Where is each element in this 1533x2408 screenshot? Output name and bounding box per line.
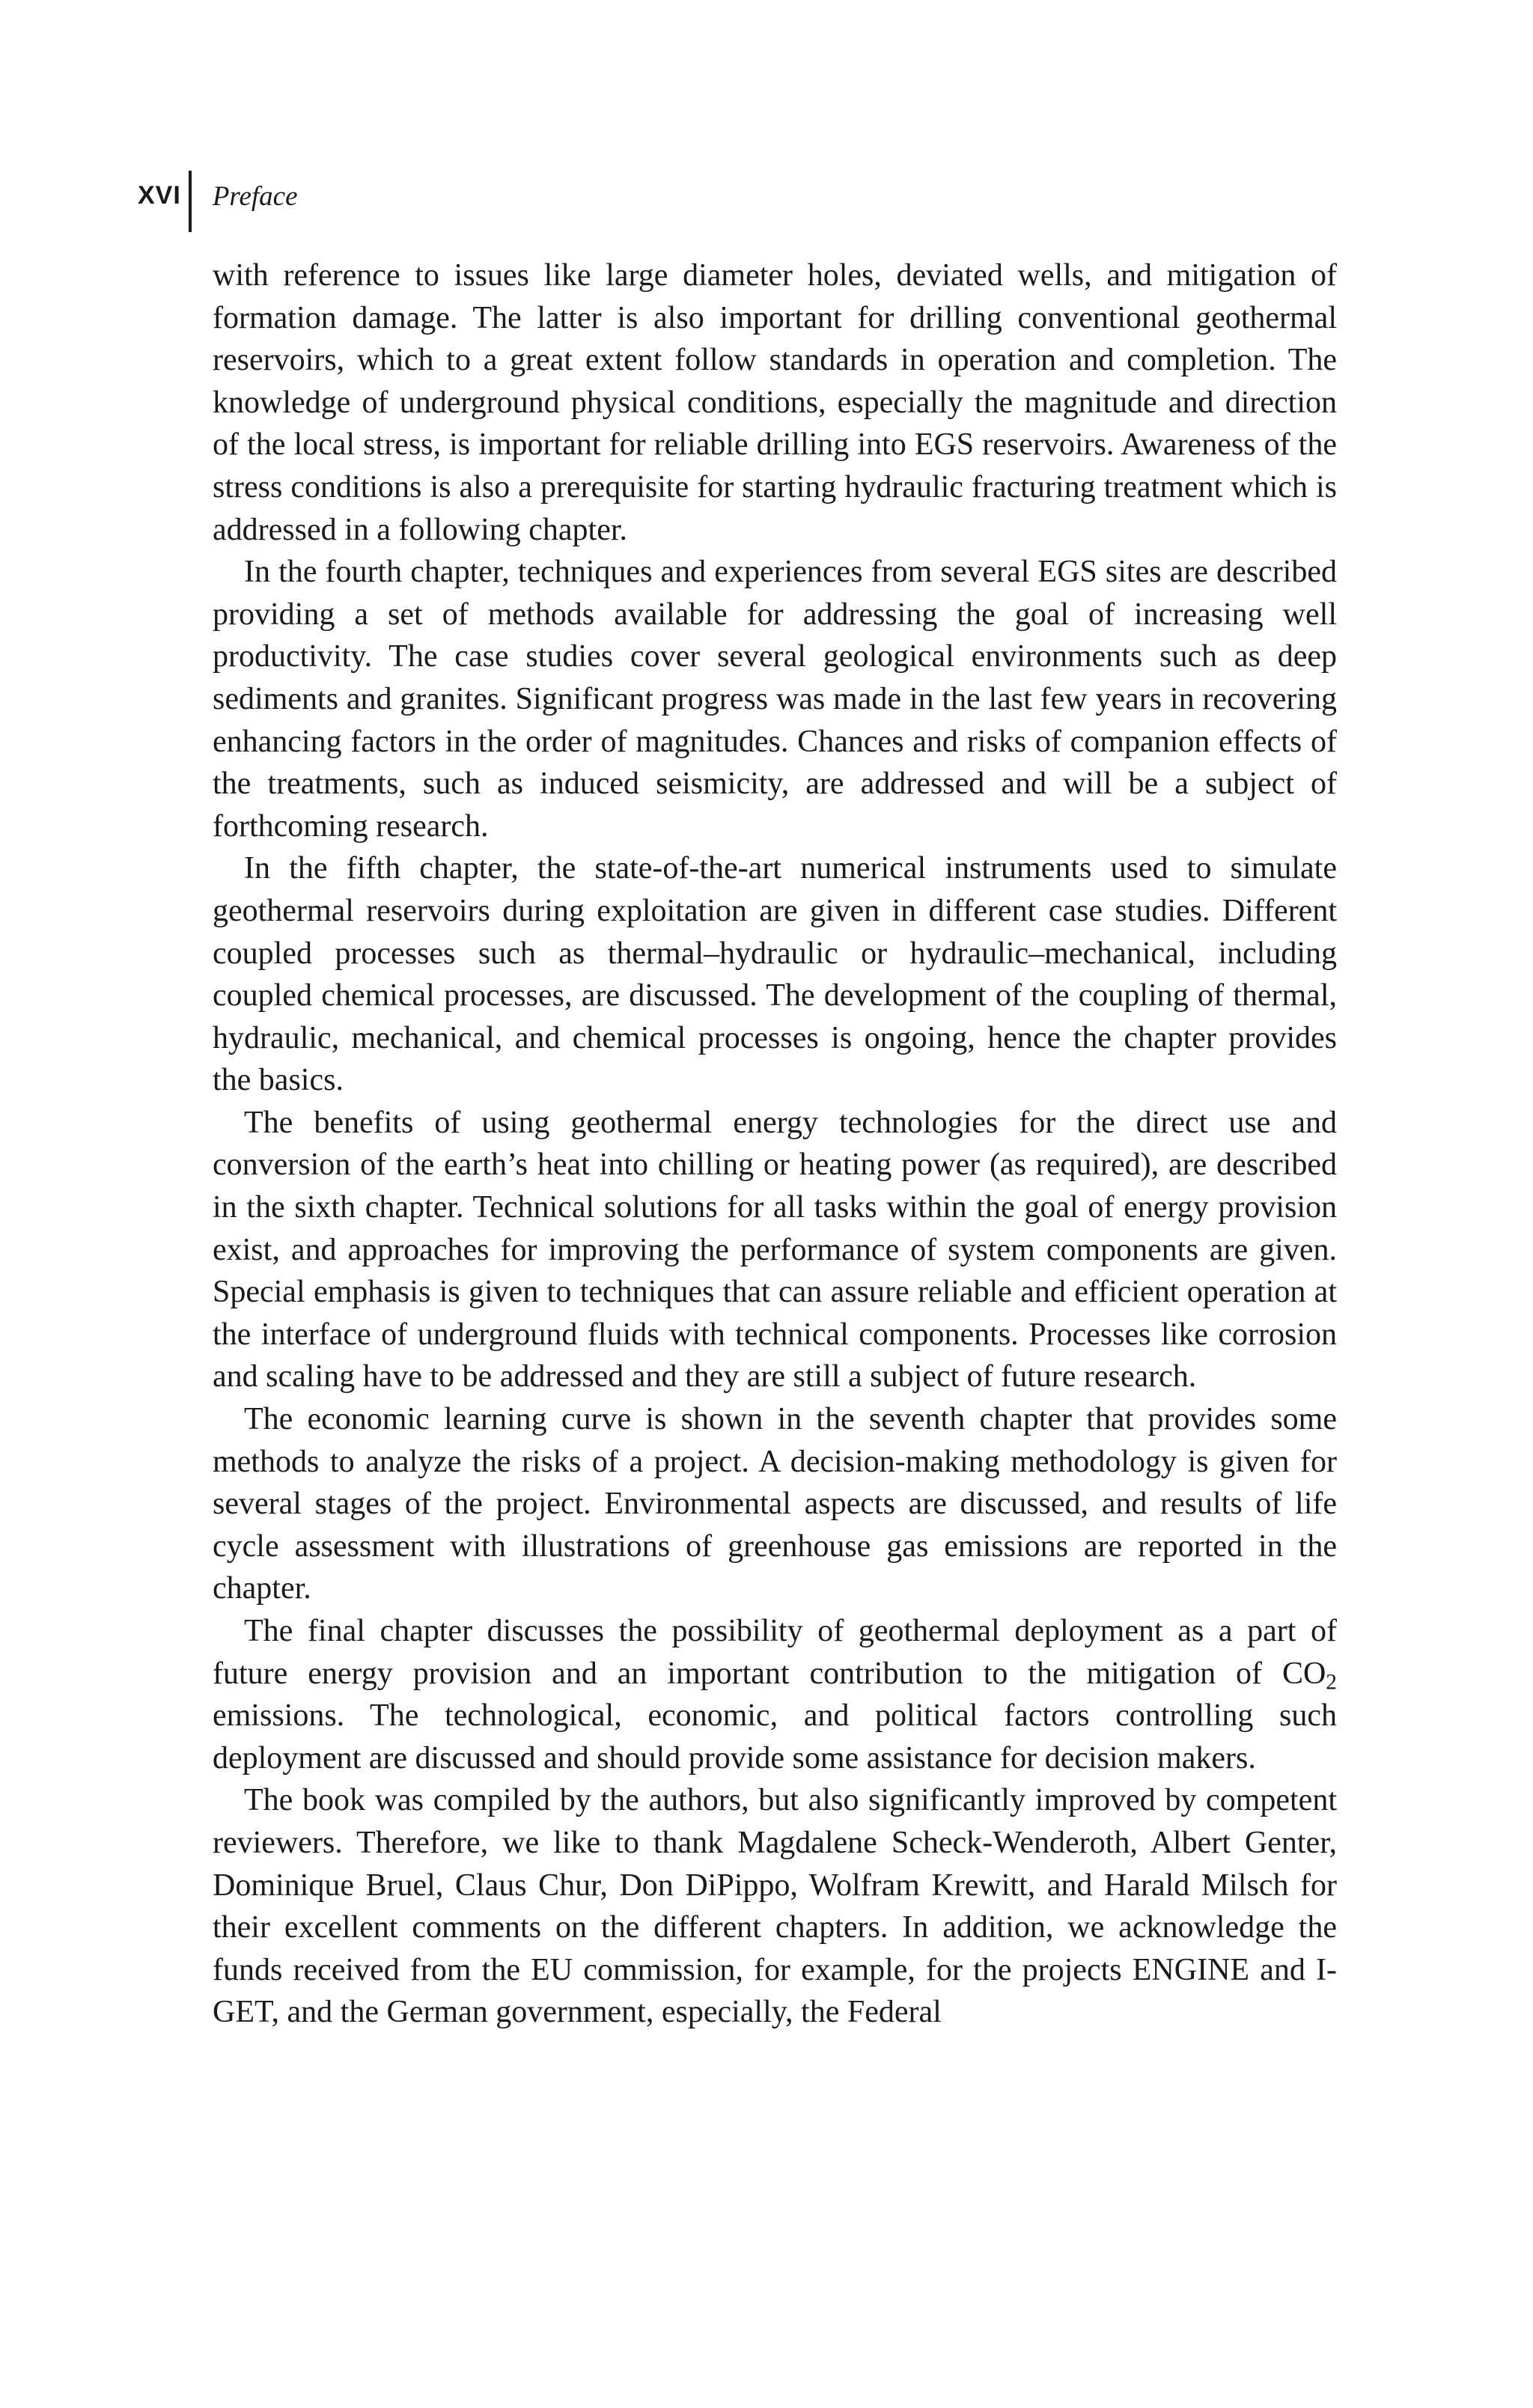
section-title: Preface bbox=[212, 181, 298, 212]
paragraph-6-part-1: The final chapter discusses the possibility of geothermal deployment as a part of future energy provision and an important contribution to the mitigation of CO bbox=[213, 1614, 1337, 1691]
paragraph-6-part-2: emissions. The technological, economic, and political factors controlling such deployment are discussed and should provide some assistance for decision makers. bbox=[213, 1698, 1337, 1775]
paragraph-1: with reference to issues like large diameter holes, deviated wells, and mitigation of formation damage. The latter is also important for drilling conventional geothermal reservoirs, which to a great extent follow standards in operation and completion. The knowledge of underground physical conditions, especially the magnitude and direction of the local stress, is important for reliable drilling into EGS reservoirs. Awareness of the stress conditions is also a prerequisite for starting hydraulic fracturing treatment which is addressed in a following chapter. bbox=[213, 258, 1337, 547]
body-text bbox=[213, 254, 1337, 2034]
paragraph-4: The benefits of using geothermal energy technologies for the direct use and conversion of the earth’s heat into chilling or heating power (as required), are described in the sixth chapter. Technical solutions for all tasks within the goal of energy provision exist, and approaches for improving the performance of system components are given. Special emphasis is given to techniques that can assure reliable and efficient operation at the interface of underground fluids with technical components. Processes like corrosion and scaling have to be addressed and they are still a subject of future research. bbox=[213, 1105, 1337, 1394]
page-number: XVI bbox=[138, 181, 181, 210]
header-divider bbox=[189, 171, 192, 232]
paragraph-3: In the fifth chapter, the state-of-the-art numerical instruments used to simulate geothermal reservoirs during exploitation are given in different case studies. Different coupled processes such as thermal–hydraulic or hydraulic–mechanical, including coupled chemical processes, are discussed. The development of the coupling of thermal, hydraulic, mechanical, and chemical processes is ongoing, hence the chapter provides the basics. bbox=[213, 851, 1337, 1098]
paragraph-5: The economic learning curve is shown in the seventh chapter that provides some methods to analyze the risks of a project. A decision-making methodology is given for several stages of the project. Environmental aspects are discussed, and results of life cycle assessment with illustrations of greenhouse gas emissions are reported in the chapter. bbox=[213, 1402, 1337, 1606]
paragraph-6 bbox=[213, 1610, 1337, 1779]
running-head bbox=[138, 171, 298, 232]
paragraph-2: In the fourth chapter, techniques and experiences from several EGS sites are described providing a set of methods available for addressing the goal of increasing well productivity. The case studies cover several geological environments such as deep sediments and granites. Significant progress was made in the last few years in recovering enhancing factors in the order of magnitudes. Chances and risks of companion effects of the treatments, such as induced seismicity, are addressed and will be a subject of forthcoming research. bbox=[213, 555, 1337, 844]
paragraph-7: The book was compiled by the authors, but also significantly improved by competent reviewers. Therefore, we like to thank Magdalene Scheck-Wenderoth, Albert Genter, Dominique Bruel, Claus Chur, Don DiPippo, Wolfram Krewitt, and Harald Milsch for their excellent comments on the different chapters. In addition, we acknowledge the funds received from the EU commission, for example, for the projects ENGINE and I-GET, and the German government, especially, the Federal bbox=[213, 1783, 1337, 2030]
co2-subscript: 2 bbox=[1326, 1669, 1337, 1694]
